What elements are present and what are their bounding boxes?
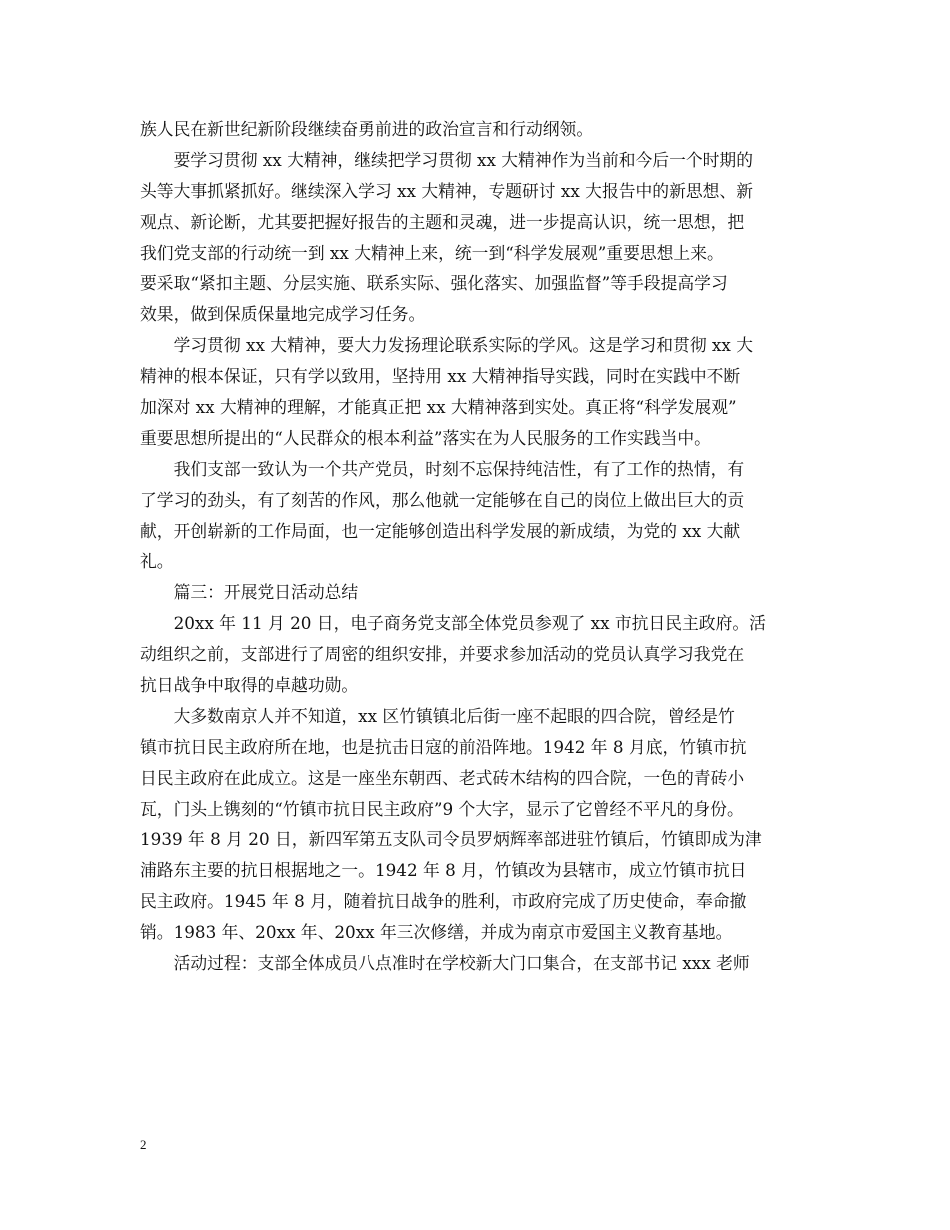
text-line: 日民主政府在此成立。这是一座坐东朝西、老式砖木结构的四合院，一色的青砖小 (140, 767, 745, 788)
text-line: 要学习贯彻 xx 大精神，继续把学习贯彻 xx 大精神作为当前和今后一个时期的 (140, 149, 753, 170)
text-line: 抗日战争中取得的卓越功勋。 (140, 675, 359, 696)
text-line: 我们支部一致认为一个共产党员，时刻不忘保持纯洁性，有了工作的热情，有 (140, 458, 745, 479)
text-line: 重要思想所提出的“人民群众的根本利益”落实在为人民服务的工作实践当中。 (140, 427, 711, 448)
text-line: 1939 年 8 月 20 日，新四军第五支队司令员罗炳辉率部进驻竹镇后，竹镇即成为津 (140, 829, 762, 850)
text-line: 礼。 (140, 551, 174, 572)
text-line: 大多数南京人并不知道，xx 区竹镇镇北后街一座不起眼的四合院，曾经是竹 (140, 705, 735, 726)
text-line: 我们党支部的行动统一到 xx 大精神上来，统一到“科学发展观”重要思想上来。 (140, 242, 724, 263)
text-line: 族人民在新世纪新阶段继续奋勇前进的政治宣言和行动纲领。 (140, 119, 594, 139)
text-line: 篇三：开展党日活动总结 (140, 582, 359, 603)
text-line: 动组织之前，支部进行了周密的组织安排，并要求参加活动的党员认真学习我党在 (140, 644, 745, 665)
text-line: 20xx 年 11 月 20 日，电子商务党支部全体党员参观了 xx 市抗日民主政府。活 (140, 613, 766, 634)
page-number: 2 (140, 1137, 147, 1152)
text-line: 献，开创崭新的工作局面，也一定能够创造出科学发展的新成绩，为党的 xx 大献 (140, 520, 741, 541)
text-line: 学习贯彻 xx 大精神，要大力发扬理论联系实际的学风。这是学习和贯彻 xx 大 (140, 335, 753, 356)
text-line: 头等大事抓紧抓好。继续深入学习 xx 大精神，专题研讨 xx 大报告中的新思想、新 (140, 180, 753, 201)
text-line: 民主政府。1945 年 8 月，随着抗日战争的胜利，市政府完成了历史使命，奉命撤 (140, 891, 747, 912)
text-line: 了学习的劲头，有了刻苦的作风，那么他就一定能够在自己的岗位上做出巨大的贡 (140, 489, 745, 510)
text-line: 活动过程：支部全体成员八点准时在学校新大门口集合，在支部书记 xxx 老师 (140, 953, 750, 974)
text-line: 效果，做到保质保量地完成学习任务。 (140, 304, 426, 325)
text-line: 精神的根本保证，只有学以致用，坚持用 xx 大精神指导实践，同时在实践中不断 (140, 366, 741, 387)
text-line: 要采取“紧扣主题、分层实施、联系实际、强化落实、加强监督”等手段提高学习 (140, 273, 728, 294)
text-line: 销。1983 年、20xx 年、20xx 年三次修缮，并成为南京市爱国主义教育基地。 (140, 922, 733, 943)
document-body (140, 114, 812, 979)
text-line: 观点、新论断，尤其要把握好报告的主题和灵魂，进一步提高认识，统一思想，把 (140, 211, 745, 232)
text-line: 瓦，门头上镌刻的“竹镇市抗日民主政府”9 个大字，显示了它曾经不平凡的身份。 (140, 798, 744, 819)
text-line: 加深对 xx 大精神的理解，才能真正把 xx 大精神落到实处。真正将“科学发展观” (140, 397, 737, 418)
text-line: 镇市抗日民主政府所在地，也是抗击日寇的前沿阵地。1942 年 8 月底，竹镇市抗 (140, 736, 747, 757)
text-line: 浦路东主要的抗日根据地之一。1942 年 8 月，竹镇改为县辖市，成立竹镇市抗日 (140, 860, 747, 881)
